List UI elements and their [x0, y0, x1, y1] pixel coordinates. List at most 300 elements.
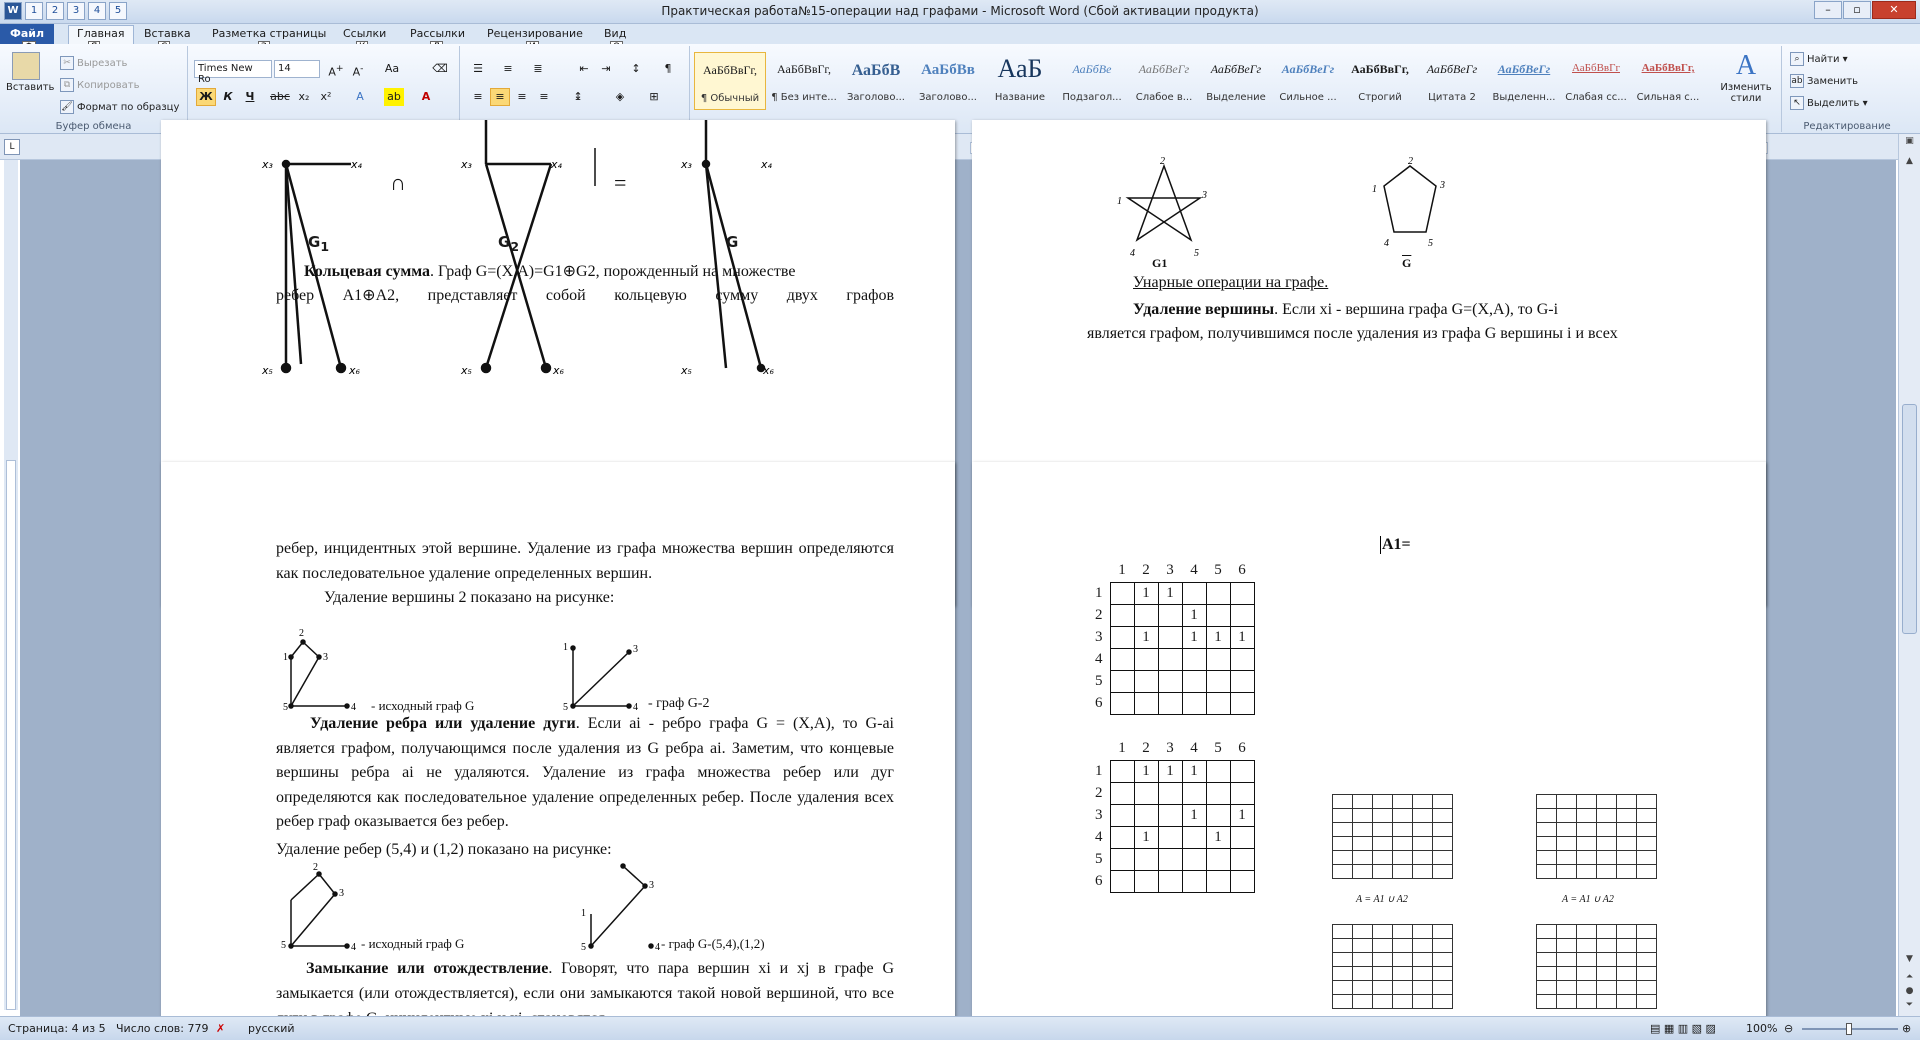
tab-page-layout[interactable]: Разметка страницы: [212, 27, 327, 40]
replace-label: Заменить: [1807, 76, 1858, 87]
change-styles-button[interactable]: [1718, 50, 1774, 104]
vertical-ruler-scale[interactable]: [6, 460, 16, 1010]
mini-cell: [1432, 966, 1452, 980]
caption-original-graph-2: - исходный граф G: [361, 936, 465, 951]
mini-cell: [1636, 952, 1656, 966]
mini-row: [1316, 794, 1452, 808]
matrix-cell: [1158, 604, 1182, 626]
font-size-combo[interactable]: 14: [274, 60, 320, 78]
replace-button[interactable]: [1790, 74, 1858, 88]
matrix-cell: [1230, 870, 1254, 892]
mini-row: [1316, 836, 1452, 850]
font-name-combo[interactable]: Times New Ro: [194, 60, 272, 78]
edge-removal-paragraph[interactable]: [276, 712, 894, 835]
svg-text:3: 3: [1202, 190, 1207, 201]
svg-text:x₅: x₅: [262, 364, 273, 377]
mini-col-header: [1616, 910, 1636, 924]
clear-format-icon[interactable]: ⌫: [432, 62, 448, 75]
mini-cell: [1636, 836, 1656, 850]
word-count[interactable]: Число слов: 779: [116, 1022, 209, 1035]
mini-cell: [1536, 808, 1556, 822]
svg-text:2: 2: [1408, 156, 1413, 167]
mini-cell: [1596, 980, 1616, 994]
matrix-cell: [1182, 870, 1206, 892]
style-preview: АаБбВвГг,: [1641, 62, 1695, 74]
mini-row-header: [1520, 794, 1536, 808]
mini-cell: [1352, 808, 1372, 822]
align-right-button[interactable]: ≡: [517, 90, 527, 103]
matrix-row-header: 2: [1095, 606, 1103, 623]
shading-button[interactable]: ◈: [615, 90, 625, 103]
mini-cell: [1616, 952, 1636, 966]
mini-cell: [1392, 938, 1412, 952]
mini-cell: [1412, 850, 1432, 864]
qat-customize-button[interactable]: 5: [109, 2, 127, 20]
mini-cell: [1636, 822, 1656, 836]
mini-cell: [1352, 938, 1372, 952]
bold-button[interactable]: Ж: [196, 88, 216, 106]
mini-col-header: [1352, 910, 1372, 924]
mini-cell: [1636, 850, 1656, 864]
mini-col-header: [1536, 910, 1556, 924]
mini-row: [1520, 924, 1656, 938]
matrix-cell: 1: [1230, 626, 1254, 648]
graph-label-g: G: [726, 233, 739, 251]
mini-row: [1316, 980, 1452, 994]
mini-cell: [1432, 924, 1452, 938]
sort-button[interactable]: ↕: [631, 62, 641, 75]
style-name: Сильная с...: [1636, 92, 1700, 103]
mini-col-header: [1392, 910, 1412, 924]
svg-text:5: 5: [1428, 238, 1433, 249]
close-button[interactable]: ✕: [1872, 1, 1916, 19]
matrix-row-header: 4: [1095, 650, 1103, 667]
underline-button[interactable]: Ч: [245, 90, 255, 103]
matrix-row-header: 1: [1095, 762, 1103, 779]
matrix-cell: [1182, 582, 1206, 604]
style-subtle-reference[interactable]: [1560, 52, 1632, 110]
mini-cell: [1432, 952, 1452, 966]
justify-button[interactable]: ≡: [539, 90, 549, 103]
mini-cell: [1616, 924, 1636, 938]
style-name: Слабое в...: [1135, 92, 1193, 103]
mini-col-header: [1352, 780, 1372, 794]
font-color-button[interactable]: A: [421, 90, 431, 103]
mini-cell: [1432, 850, 1452, 864]
matrix-cell: [1158, 870, 1182, 892]
ring-sum-text-1: . Граф G=(X,A)=G1⊕G2, порожденный на множестве: [430, 263, 796, 280]
paste-button[interactable]: [6, 52, 55, 93]
vertex-removal-title: Удаление вершины: [1133, 301, 1275, 318]
svg-text:3: 3: [633, 644, 638, 655]
svg-text:x₄: x₄: [351, 158, 362, 171]
graph-label-g1-p2: [1152, 256, 1167, 271]
mini-cell: [1596, 938, 1616, 952]
matrix-cell: [1110, 870, 1134, 892]
scroll-up-icon[interactable]: ▲: [1906, 156, 1913, 166]
graph-label-text: G: [498, 233, 511, 251]
matrix-cell: [1206, 782, 1230, 804]
matrix-col-header: 4: [1190, 562, 1198, 579]
mini-cell: [1536, 938, 1556, 952]
cut-button[interactable]: [60, 56, 127, 70]
shrink-font-button[interactable]: A-: [352, 63, 364, 79]
mini-cell: [1576, 794, 1596, 808]
style-normal[interactable]: [694, 52, 766, 110]
matrix-row-header: 4: [1095, 828, 1103, 845]
style-subtitle[interactable]: [1056, 52, 1128, 110]
proofing-icon[interactable]: ✗: [216, 1022, 226, 1035]
mini-cell: [1576, 994, 1596, 1008]
matrix-cell: [1110, 582, 1134, 604]
mini-cell: [1536, 794, 1556, 808]
matrix-cell: [1230, 782, 1254, 804]
matrix-cell: [1134, 692, 1158, 714]
mini-cell: [1616, 808, 1636, 822]
mini-cell: [1596, 794, 1616, 808]
matrix-cell: 1: [1158, 582, 1182, 604]
qat-print-button[interactable]: 4: [88, 2, 106, 20]
mini-cell: [1576, 938, 1596, 952]
svg-text:1: 1: [283, 652, 288, 663]
tab-view[interactable]: Вид: [604, 27, 627, 40]
matrix-col-header: 6: [1238, 562, 1246, 579]
copy-button[interactable]: [60, 78, 139, 92]
mini-row: [1316, 808, 1452, 822]
matrix-cell: [1158, 782, 1182, 804]
mini-cell: [1536, 994, 1556, 1008]
mini-row-header: [1520, 850, 1536, 864]
adjacency-matrix-2: [1088, 738, 1255, 893]
style-name: Заголово...: [919, 92, 977, 103]
mini-row: [1316, 966, 1452, 980]
find-label: Найти: [1807, 54, 1840, 65]
style-name: Название: [994, 92, 1046, 103]
ruler-toggle-icon[interactable]: ▣: [1905, 136, 1914, 146]
title-bar: [0, 0, 1920, 24]
page-4[interactable]: [972, 462, 1766, 1022]
grow-font-button[interactable]: A+: [328, 63, 344, 79]
matrix-cell: [1182, 826, 1206, 848]
mini-cell: [1616, 966, 1636, 980]
edge-removal-example[interactable]: Удаление ребер (5,4) и (1,2) показано на рисунке:: [276, 841, 612, 858]
graph-label-text: G: [308, 233, 321, 251]
style-preview: АаБбВ: [851, 62, 901, 79]
matrix-cell: [1110, 760, 1134, 782]
mini-cell: [1596, 864, 1616, 878]
mini-row-header: [1520, 808, 1536, 822]
mini-cell: [1352, 952, 1372, 966]
mini-row: [1520, 952, 1656, 966]
mini-row-header: [1316, 794, 1332, 808]
tab-file[interactable]: Файл: [0, 24, 54, 44]
tab-home[interactable]: Главная: [68, 25, 134, 44]
page-3[interactable]: [161, 462, 955, 1022]
mini-cell: [1616, 994, 1636, 1008]
mini-cell: [1616, 794, 1636, 808]
matrix-cell: [1230, 582, 1254, 604]
mini-cell: [1412, 994, 1432, 1008]
word-app-icon[interactable]: W: [4, 2, 22, 20]
vertex-removal-paragraph[interactable]: [1087, 298, 1705, 346]
italic-button[interactable]: К: [223, 90, 233, 103]
tab-insert[interactable]: Вставка: [144, 27, 191, 40]
matrix-cell: [1110, 848, 1134, 870]
line-spacing-button[interactable]: ↨: [573, 90, 583, 103]
mini-row-header: [1316, 952, 1332, 966]
matrix-cell: [1110, 626, 1134, 648]
align-left-button[interactable]: ≡: [473, 90, 483, 103]
mini-cell: [1616, 836, 1636, 850]
mini-row: [1520, 980, 1656, 994]
matrix-cell: [1158, 804, 1182, 826]
select-browse-object-icon[interactable]: ●: [1905, 986, 1914, 996]
bullets-button[interactable]: ☰: [473, 62, 483, 75]
mini-cell: [1352, 822, 1372, 836]
style-name: Выделенн...: [1492, 92, 1556, 103]
find-button[interactable]: ⌕ Найти ▾: [1790, 52, 1848, 66]
strikethrough-button[interactable]: abc: [270, 90, 290, 103]
vertical-ruler[interactable]: [4, 160, 18, 1010]
scroll-down-icon[interactable]: ▼: [1906, 954, 1913, 964]
borders-button[interactable]: ⊞: [649, 90, 659, 103]
format-painter-button[interactable]: [60, 100, 179, 114]
mini-cell: [1372, 994, 1392, 1008]
mini-cell: [1332, 966, 1352, 980]
page-count[interactable]: Страница: 4 из 5: [8, 1022, 106, 1035]
next-page-icon[interactable]: ⏷: [1905, 1000, 1914, 1010]
matrix-cell: 1: [1158, 760, 1182, 782]
mini-cell: [1616, 850, 1636, 864]
vertex-removal-text-2: является графом, получившимся после удаления из графа G вершины i и всех: [1087, 325, 1618, 342]
decrease-indent-button[interactable]: ⇤: [579, 62, 589, 75]
mini-cell: [1392, 994, 1412, 1008]
mini-cell: [1556, 980, 1576, 994]
matrix-row-header: 5: [1095, 850, 1103, 867]
tab-mailings[interactable]: Рассылки: [410, 27, 465, 40]
mini-cell: [1596, 952, 1616, 966]
maximize-button[interactable]: ▫: [1843, 1, 1871, 19]
mini-row: [1316, 994, 1452, 1008]
style-strong[interactable]: [1344, 52, 1416, 110]
mini-row-header: [1520, 994, 1536, 1008]
mini-cell: [1332, 808, 1352, 822]
style-name: Подзагол...: [1062, 92, 1122, 103]
pilcrow-button[interactable]: ¶: [664, 62, 672, 75]
style-heading-1[interactable]: [840, 52, 912, 110]
equals-symbol: =: [614, 170, 627, 195]
mini-col-header: [1372, 910, 1392, 924]
matrix-cell: 1: [1182, 804, 1206, 826]
style-quote-2[interactable]: [1416, 52, 1488, 110]
mini-cell: [1392, 850, 1412, 864]
mini-cell: [1576, 808, 1596, 822]
mini-row-header: [1520, 966, 1536, 980]
matrix-cell: [1206, 848, 1230, 870]
mini-col-header: [1432, 780, 1452, 794]
subscript-button[interactable]: x₂: [298, 90, 310, 103]
matrix-cell: [1206, 870, 1230, 892]
scrollbar-thumb[interactable]: [1902, 404, 1917, 634]
mini-cell: [1432, 794, 1452, 808]
matrix-row: [1088, 692, 1254, 714]
zoom-level[interactable]: 100%: [1746, 1022, 1778, 1035]
numbering-button[interactable]: ≡: [503, 62, 513, 75]
vertex-removal-continued[interactable]: ребер, инцидентных этой вершине. Удаление из графа множества вершин определяются как последовательное удаление определенных вершин.: [276, 540, 894, 582]
mini-cell: [1596, 808, 1616, 822]
mini-row-header: [1520, 822, 1536, 836]
mini-col-header: [1636, 780, 1656, 794]
matrix-cell: 1: [1206, 626, 1230, 648]
change-case-button[interactable]: Aa: [384, 62, 400, 75]
svg-text:x₅: x₅: [461, 364, 472, 377]
mini-cell: [1392, 980, 1412, 994]
style-gallery: [694, 52, 1704, 110]
status-bar: [0, 1016, 1920, 1040]
complement-graphs-figure: [972, 120, 1766, 270]
tab-references[interactable]: Ссылки: [343, 27, 387, 40]
mini-cell: [1372, 924, 1392, 938]
union-graphs-figure: [161, 120, 955, 380]
mini-cell: [1536, 850, 1556, 864]
svg-text:x₅: x₅: [681, 364, 692, 377]
tab-review[interactable]: Рецензирование: [487, 27, 583, 40]
superscript-button[interactable]: x²: [320, 90, 332, 103]
vertical-scrollbar[interactable]: [1898, 134, 1920, 1016]
highlight-button[interactable]: ab: [384, 88, 404, 106]
qat-undo-button[interactable]: 2: [46, 2, 64, 20]
zoom-slider-thumb[interactable]: [1846, 1023, 1852, 1035]
language-indicator[interactable]: русский: [248, 1022, 295, 1035]
matrix-row-header: 5: [1095, 672, 1103, 689]
mini-col-header: [1412, 780, 1432, 794]
qat-save-button[interactable]: 1: [25, 2, 43, 20]
style-preview: АаБбВвГг,: [702, 63, 757, 77]
mini-cell: [1616, 864, 1636, 878]
svg-text:4: 4: [655, 942, 660, 953]
mini-cell: [1332, 794, 1352, 808]
matrix-cell: [1110, 782, 1134, 804]
svg-text:5: 5: [581, 942, 586, 953]
multilevel-list-button[interactable]: ≣: [533, 62, 543, 75]
style-title[interactable]: [984, 52, 1056, 110]
mini-col-header: [1576, 780, 1596, 794]
svg-text:5: 5: [1194, 248, 1199, 259]
style-name: Слабая сс...: [1565, 92, 1627, 103]
style-subtle-emphasis[interactable]: [1128, 52, 1200, 110]
mini-cell: [1536, 980, 1556, 994]
style-emphasis[interactable]: [1200, 52, 1272, 110]
ring-sum-paragraph[interactable]: [276, 260, 894, 308]
style-intense-quote[interactable]: [1488, 52, 1560, 110]
matrix-cell: [1158, 826, 1182, 848]
mini-cell: [1616, 822, 1636, 836]
style-preview: АаБбВеГг: [1281, 62, 1335, 76]
mini-cell: [1352, 994, 1372, 1008]
style-intense-reference[interactable]: [1632, 52, 1704, 110]
matrix-row: [1088, 760, 1254, 782]
intersection-symbol: ∩: [390, 170, 406, 195]
mini-row-header: [1316, 980, 1332, 994]
matrix-row-header: 3: [1095, 806, 1103, 823]
style-preview: АаБбВвГг,: [1351, 62, 1409, 76]
svg-text:x₆: x₆: [553, 364, 564, 377]
matrix-a1-heading[interactable]: A1=: [1382, 536, 1411, 553]
mini-cell: [1596, 836, 1616, 850]
edge-removal-figure: [161, 860, 955, 953]
mini-cell: [1332, 952, 1352, 966]
adjacency-matrix-1: [1088, 560, 1255, 715]
mini-header-row: [1316, 910, 1452, 924]
scissors-icon: ✂: [60, 56, 74, 70]
mini-row: [1520, 822, 1656, 836]
mini-cell: [1576, 850, 1596, 864]
matrix-row-header: 3: [1095, 628, 1103, 645]
tab-selector-icon[interactable]: L: [4, 139, 20, 155]
mini-cell: [1392, 836, 1412, 850]
mini-matrix-union: [1316, 780, 1453, 879]
qat-redo-button[interactable]: 3: [67, 2, 85, 20]
svg-text:x₄: x₄: [551, 158, 562, 171]
svg-text:4: 4: [1130, 248, 1135, 259]
zoom-in-icon[interactable]: ⊕: [1902, 1022, 1912, 1035]
matrix-cell: [1206, 670, 1230, 692]
style-intense-emphasis[interactable]: [1272, 52, 1344, 110]
svg-text:x₃: x₃: [262, 158, 273, 171]
mini-cell: [1412, 980, 1432, 994]
mini-cell: [1596, 850, 1616, 864]
view-buttons[interactable]: ▤ ▦ ▥ ▧ ▨: [1650, 1022, 1716, 1035]
matrix-col-header: 5: [1214, 562, 1222, 579]
svg-text:2: 2: [313, 862, 318, 873]
zoom-out-icon[interactable]: ⊖: [1784, 1022, 1794, 1035]
mini-cell: [1352, 966, 1372, 980]
matrix-row: [1088, 848, 1254, 870]
window-title: Практическая работа№15-операции над графами - Microsoft Word (Сбой активации продукта): [661, 4, 1259, 18]
mini-cell: [1556, 794, 1576, 808]
mini-cell: [1636, 980, 1656, 994]
style-no-spacing[interactable]: [768, 52, 840, 110]
style-heading-2[interactable]: [912, 52, 984, 110]
align-center-button[interactable]: ≡: [490, 88, 510, 106]
mini-row: [1316, 952, 1452, 966]
matrix-cell: [1182, 648, 1206, 670]
minimize-button[interactable]: –: [1814, 1, 1842, 19]
vertex2-removal-intro[interactable]: Удаление вершины 2 показано на рисунке:: [324, 589, 615, 606]
clipboard-group-label: Буфер обмена: [55, 121, 132, 132]
mini-row: [1520, 966, 1656, 980]
unary-ops-heading[interactable]: Унарные операции на графе.: [1133, 274, 1329, 291]
mini-cell: [1432, 808, 1452, 822]
svg-text:x₃: x₃: [681, 158, 692, 171]
prev-page-icon[interactable]: ⏶: [1905, 972, 1914, 982]
mini-cell: [1372, 836, 1392, 850]
style-preview: АаБбВеГг: [1210, 62, 1262, 76]
matrix-row-header: 6: [1095, 694, 1103, 711]
mini-cell: [1636, 938, 1656, 952]
mini-cell: [1352, 794, 1372, 808]
mini-row-header: [1520, 952, 1536, 966]
matrix-cell: 1: [1230, 804, 1254, 826]
matrix-row: [1088, 870, 1254, 892]
mini-cell: [1352, 850, 1372, 864]
mini-cell: [1576, 980, 1596, 994]
text-effects-button[interactable]: A: [356, 90, 364, 103]
increase-indent-button[interactable]: ⇥: [601, 62, 611, 75]
select-button[interactable]: ↖ Выделить ▾: [1790, 96, 1868, 110]
matrix-cell: [1158, 692, 1182, 714]
svg-text:5: 5: [283, 702, 288, 713]
